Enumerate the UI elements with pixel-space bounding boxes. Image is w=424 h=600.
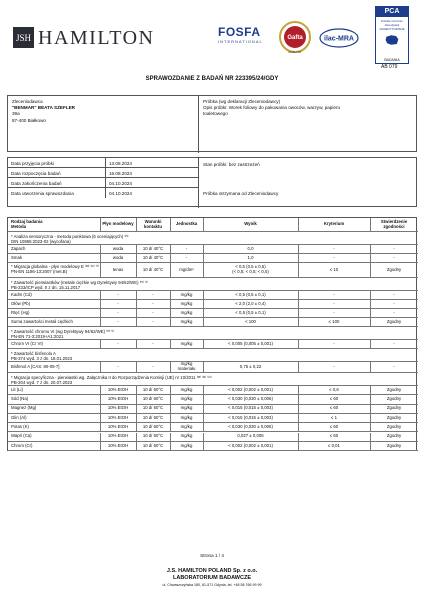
sample-state-block <box>198 158 418 208</box>
column-divider <box>136 245 137 253</box>
hamilton-logo-name: HAMILTON <box>38 27 155 49</box>
cell-fluid: woda <box>112 245 124 251</box>
column-divider <box>100 309 101 317</box>
cell-result: < 0,005 (0,005 ± 0,001) <box>228 340 273 346</box>
column-divider <box>298 309 299 317</box>
column-divider <box>203 318 204 326</box>
column-divider <box>100 263 101 277</box>
cell-result: < 0,015 (0,015 ± 0,003) <box>228 405 273 411</box>
cell-unit: mg/kg <box>180 442 193 448</box>
cell-conditions: 10 d/ 60°C <box>142 405 164 411</box>
cell-criterion: ≤ 60 <box>329 423 339 429</box>
column-divider <box>136 423 137 431</box>
cell-test: Smak <box>11 254 22 260</box>
column-divider <box>298 291 299 299</box>
date-label: Data przyjęcia próbki <box>11 160 54 166</box>
column-divider <box>170 263 171 277</box>
cell-test: Magnez (Mg) <box>11 405 37 411</box>
column-divider <box>136 291 137 299</box>
cell-fluid: tenax <box>112 266 124 272</box>
column-divider <box>203 263 204 277</box>
date-row <box>8 188 198 198</box>
table-section-row <box>8 349 418 362</box>
column-divider <box>136 218 137 231</box>
cell-result: < 0,5 (0,5 ± 0,1) <box>235 309 266 315</box>
column-divider <box>203 405 204 413</box>
dates-frame <box>7 157 417 207</box>
header-cell-unit: Jednostka <box>175 221 198 227</box>
cell-unit: mg/kg <box>180 433 193 439</box>
cell-test: Chrom VI (Cr VI) <box>11 340 43 346</box>
cell-result: < 0,5 (0,5 ± 0,5) (< 0,5; < 0,5; < 0,5) <box>232 264 269 274</box>
footer-address: ul. Chwaszczyńska 180, 81-571 Gdynia, tel. +48 58 766 99 99 <box>162 582 262 587</box>
cell-criterion: ≤ 0,01 <box>328 442 340 448</box>
column-divider <box>370 254 371 262</box>
sample-received: Próbka otrzymana od Zleceniodawcy <box>203 191 279 196</box>
cell-compliance: Zgodny <box>386 433 402 439</box>
column-divider <box>170 395 171 403</box>
fosfa-word: FOSFA <box>218 25 261 39</box>
table-row <box>8 300 418 309</box>
column-divider <box>370 405 371 413</box>
column-divider <box>170 405 171 413</box>
date-row <box>8 158 198 168</box>
column-divider <box>370 218 371 231</box>
date-value: 16.08.2024 <box>105 168 198 178</box>
client-city: 87-400 Białkowo <box>12 117 46 123</box>
cell-fluid: - <box>117 363 119 369</box>
cell-conditions: - <box>152 300 154 306</box>
cell-fluid: - <box>117 291 119 297</box>
cell-result: < 0,5 (0,5 ± 0,1) <box>235 291 266 297</box>
cell-compliance: Zgodny <box>386 396 402 402</box>
cell-result: 1,0 <box>247 254 254 260</box>
column-divider <box>298 263 299 277</box>
cell-criterion: - <box>333 309 335 315</box>
cell-criterion: - <box>333 340 335 346</box>
column-divider <box>298 318 299 326</box>
table-row <box>8 254 418 263</box>
column-divider <box>298 423 299 431</box>
table-row <box>8 263 418 278</box>
cell-conditions: - <box>152 318 154 324</box>
cell-conditions: - <box>152 363 154 369</box>
cell-criterion: ≤ 60 <box>329 433 339 439</box>
cell-unit: mg/kg materiału <box>177 361 196 371</box>
table-row <box>8 318 418 327</box>
section-title: * Migracja specyficzna - pierwiastki wg. Załącznika II do Rozporządzenia Komisji (UE) nr 10/2011 ⁽ᴹ⁾ ⁽ᴺ⁾ ⁽ᴼ⁾ PB-204 wyd. 7 z dn. 20.07.2023 <box>11 374 212 385</box>
table-section-row <box>8 327 418 340</box>
table-row <box>8 309 418 318</box>
cell-compliance: Zgodny <box>386 386 402 392</box>
column-divider <box>100 340 101 348</box>
table-row <box>8 395 418 404</box>
date-value: 13.08.2024 <box>105 158 198 168</box>
pca-sub: Polskie Centrum Akredytacji AKREDYTOWANE <box>379 19 405 31</box>
cell-unit: mg/kg <box>180 300 193 306</box>
header-cell-test: Rodzaj badania Metoda <box>11 218 43 229</box>
cell-compliance: Zgodny <box>386 442 402 448</box>
date-label: Data zakończenia badań <box>11 180 62 186</box>
column-divider <box>370 300 371 308</box>
column-divider <box>298 433 299 441</box>
cell-conditions: - <box>152 291 154 297</box>
column-divider <box>370 386 371 394</box>
cell-test: Chrom (Cr) <box>11 442 33 448</box>
column-divider <box>100 300 101 308</box>
table-row <box>8 433 418 442</box>
cell-conditions: 10 d/ 40°C <box>142 266 164 272</box>
column-divider <box>100 362 101 372</box>
column-divider <box>136 442 137 450</box>
column-divider <box>203 245 204 253</box>
cell-fluid: 10% EtOH <box>107 433 129 439</box>
column-divider <box>136 254 137 262</box>
column-divider <box>370 340 371 348</box>
cell-fluid: 10% EtOH <box>107 405 129 411</box>
column-divider <box>370 423 371 431</box>
gafta-seal-icon <box>278 20 312 54</box>
column-divider <box>170 423 171 431</box>
pca-word: PCA <box>376 7 408 17</box>
table-row <box>8 423 418 432</box>
cell-conditions: 10 d/ 60°C <box>142 396 164 402</box>
column-divider <box>170 442 171 450</box>
footer-company: J.S. HAMILTON POLAND Sp. z o.o. <box>166 568 258 574</box>
date-label: Data utworzenia sprawozdania <box>11 190 74 196</box>
cell-fluid: - <box>117 309 119 315</box>
cell-criterion: - <box>333 291 335 297</box>
column-divider <box>100 414 101 422</box>
pca-code: BADANIA <box>384 58 400 62</box>
column-divider <box>203 442 204 450</box>
footer-lab: LABORATORIUM BADAWCZE <box>172 575 251 581</box>
table-row <box>8 362 418 373</box>
column-divider <box>100 318 101 326</box>
cell-fluid: 10% EtOH <box>107 423 129 429</box>
column-divider <box>203 414 204 422</box>
table-row <box>8 245 418 254</box>
cell-test: Ołów (Pb) <box>11 300 31 306</box>
header-cell-fluid: Płyn modelowy <box>102 221 134 227</box>
cell-result: 0,027 ± 0,005 <box>237 433 264 439</box>
client-block <box>8 96 198 127</box>
sample-description: Opis próbki: Worek foliowy do pakowania owoców, warzyw, papieru <box>203 105 341 110</box>
column-divider <box>100 395 101 403</box>
column-divider <box>370 395 371 403</box>
column-divider <box>298 300 299 308</box>
sample-declaration: Próbka (wg deklaracji Zleceniodawcy) <box>203 99 281 104</box>
column-divider <box>136 318 137 326</box>
table-section-row <box>8 232 418 245</box>
cell-unit: mg/kg <box>180 386 193 392</box>
column-divider <box>298 442 299 450</box>
cell-compliance: - <box>393 245 395 251</box>
cell-result: < 0,030 (0,030 ± 0,006) <box>228 396 273 402</box>
pca-accreditation-badge <box>375 6 409 64</box>
header-cell-criterion: Kryterium <box>323 221 345 227</box>
cell-compliance: Zgodny <box>386 405 402 411</box>
cell-fluid: woda <box>112 254 124 260</box>
cell-compliance: - <box>393 363 395 369</box>
column-divider <box>136 433 137 441</box>
column-divider <box>203 433 204 441</box>
page-number: Strona 1 / 4 <box>200 553 224 558</box>
cell-result: < 100 <box>245 318 256 324</box>
column-divider <box>203 309 204 317</box>
column-divider <box>370 442 371 450</box>
column-divider <box>298 395 299 403</box>
cell-conditions: 10 d/ 60°C <box>142 423 164 429</box>
cell-fluid: 10% EtOH <box>107 386 129 392</box>
column-divider <box>370 433 371 441</box>
section-title: * Zawartość chromu VI (wg Dyrektywy 94/62/WE) ⁽ᴴ⁾ ⁽ᴵ⁾ PN-EN 71-3:2019+A1:2021 <box>11 328 115 339</box>
column-divider <box>170 309 171 317</box>
cell-fluid: 10% EtOH <box>107 396 129 402</box>
table-row <box>8 414 418 423</box>
header-cell-compliance: Stwierdzenie zgodności <box>380 218 408 229</box>
column-divider <box>136 414 137 422</box>
report-footer <box>0 568 424 587</box>
column-divider <box>136 300 137 308</box>
cell-conditions: 10 d/ 60°C <box>142 386 164 392</box>
cell-test: Lit (Li) <box>11 386 23 392</box>
cell-conditions: 10 d/ 40°C <box>142 254 164 260</box>
gafta-word: Gafta <box>287 35 303 41</box>
cell-test: Glin (Al) <box>11 414 27 420</box>
table-section-row <box>8 373 418 386</box>
table-header-row <box>8 218 418 232</box>
cell-compliance: Zgodny <box>386 266 402 272</box>
cell-test: Rtęć (Hg) <box>11 309 30 315</box>
column-divider <box>298 245 299 253</box>
date-label: Data rozpoczęcia badań <box>11 170 61 176</box>
ilac-word: ilac-MRA <box>324 35 354 43</box>
poland-map-icon <box>384 33 400 47</box>
column-divider <box>170 245 171 253</box>
cell-unit: mg/kg <box>180 318 193 324</box>
cell-fluid: 10% EtOH <box>107 414 129 420</box>
column-divider <box>136 263 137 277</box>
column-divider <box>170 318 171 326</box>
table-row <box>8 405 418 414</box>
cell-test: Suma zawartości metali ciężkich <box>11 318 73 324</box>
column-divider <box>203 340 204 348</box>
sample-description-cont: toaletowego <box>203 111 228 116</box>
column-divider <box>370 291 371 299</box>
column-divider <box>370 362 371 372</box>
cell-conditions: 10 d/ 60°C <box>142 442 164 448</box>
hamilton-logo-mark: JSH <box>13 27 34 48</box>
column-divider <box>298 405 299 413</box>
cell-result: 0,0 <box>247 245 254 251</box>
column-divider <box>298 386 299 394</box>
column-divider <box>203 254 204 262</box>
results-table <box>7 217 417 451</box>
column-divider <box>100 405 101 413</box>
ilac-mra-logo-icon <box>319 27 359 49</box>
column-divider <box>136 386 137 394</box>
column-divider <box>100 442 101 450</box>
column-divider <box>170 414 171 422</box>
column-divider <box>370 318 371 326</box>
column-divider <box>136 405 137 413</box>
report-header <box>0 0 424 72</box>
cell-compliance: - <box>393 300 395 306</box>
column-divider <box>370 263 371 277</box>
cell-result: < 0,002 (0,002 ± 0,001) <box>228 442 273 448</box>
column-divider <box>136 340 137 348</box>
cell-criterion: ≤ 60 <box>329 405 339 411</box>
cell-test: * Migracja globalna - płyn modelowy E ⁽ᴹ⁾ ⁽ᴰ⁾ ⁽ᶠ⁾ PN-EN 1186-13:2007 (met.B) <box>11 264 99 274</box>
cell-test: Bisfenol A [CAS: 80-05-7] <box>11 363 60 369</box>
column-divider <box>170 362 171 372</box>
column-divider <box>298 254 299 262</box>
cell-conditions: 10 d/ 40°C <box>142 245 164 251</box>
cell-result: < 0,030 (0,030 ± 0,006) <box>228 423 273 429</box>
column-divider <box>100 386 101 394</box>
cell-result: 0,75 ± 0,22 <box>239 363 262 369</box>
cell-unit: mg/kg <box>180 309 193 315</box>
header-cell-conditions: Warunki kontaktu <box>144 218 162 229</box>
cell-unit: mg/kg <box>180 396 193 402</box>
cell-test: Kadm (Cd) <box>11 291 32 297</box>
cell-unit: mg/kg <box>180 414 193 420</box>
cell-criterion: ≤ 10 <box>329 266 339 272</box>
cell-test: Wapń (Ca) <box>11 433 32 439</box>
column-divider <box>370 414 371 422</box>
column-divider <box>136 362 137 372</box>
client-name: "BENMAR" BEATA SZEFLER <box>12 105 75 111</box>
table-section-row <box>8 278 418 291</box>
client-label: Zleceniodawca <box>12 99 43 104</box>
fosfa-sub: INTERNATIONAL <box>218 39 263 44</box>
column-divider <box>136 309 137 317</box>
report-title: SPRAWOZDANIE Z BADAŃ NR 223395/24/GDY <box>145 76 279 82</box>
column-divider <box>170 218 171 231</box>
cell-result: < 2,0 (2,0 ± 0,4) <box>235 300 266 306</box>
table-row <box>8 442 418 451</box>
cell-compliance: - <box>393 291 395 297</box>
cell-test: Zapach <box>11 245 26 251</box>
column-divider <box>203 218 204 231</box>
column-divider <box>100 254 101 262</box>
cell-result: < 0,002 (0,002 ± 0,001) <box>228 386 273 392</box>
cell-test: Potas (K) <box>11 423 29 429</box>
column-divider <box>370 245 371 253</box>
client-sample-frame <box>7 95 417 152</box>
cell-unit: mg/kg <box>180 405 193 411</box>
column-divider <box>203 395 204 403</box>
cell-compliance: - <box>393 340 395 346</box>
column-divider <box>170 340 171 348</box>
cell-unit: - <box>185 254 188 260</box>
cell-unit: mg/kg <box>180 291 193 297</box>
cell-compliance: Zgodny <box>386 318 402 324</box>
cell-fluid: - <box>117 318 119 324</box>
gafta-sub: ANALYST <box>288 50 302 54</box>
column-divider <box>203 291 204 299</box>
cell-unit: mg/kg <box>180 423 193 429</box>
cell-conditions: - <box>152 340 154 346</box>
table-row <box>8 340 418 349</box>
cell-criterion: ≤ 0,6 <box>329 386 339 392</box>
cell-fluid: - <box>117 300 119 306</box>
cell-compliance: - <box>393 309 395 315</box>
column-divider <box>136 395 137 403</box>
header-cell-result: Wynik <box>244 221 257 227</box>
cell-unit: mg/kg <box>180 340 193 346</box>
column-divider <box>298 362 299 372</box>
table-row <box>8 386 418 395</box>
cell-result: < 0,015 (0,015 ± 0,003) <box>228 414 273 420</box>
column-divider <box>170 291 171 299</box>
accreditation-number: AB 079 <box>381 64 398 70</box>
cell-test: Sód (Na) <box>11 396 29 402</box>
column-divider <box>203 362 204 372</box>
fosfa-logo <box>218 25 274 53</box>
column-divider <box>100 423 101 431</box>
section-title: * Zawartość pierwiastków (metale ciężkie wg Dyrektywy 94/62/WE) ⁽ᴴ⁾ ⁽ᴵ⁾ PB-233/ICP wyd. II z dn. 15.11.2017 <box>11 279 148 290</box>
section-title: * Analiza sensoryczna - metoda punktowa (6 oceniających) ⁽ᴴ⁾ DIN 10955:2023-02 (wycofana) <box>11 233 129 244</box>
table-row <box>8 291 418 300</box>
date-value: 04.10.2024 <box>105 178 198 188</box>
sample-state: Stan próbki: bez zastrzeżeń <box>203 162 260 167</box>
cell-criterion: ≤ 1 <box>331 414 337 420</box>
cell-criterion: ≤ 100 <box>328 318 340 324</box>
column-divider <box>170 300 171 308</box>
cell-compliance: Zgodny <box>386 414 402 420</box>
column-divider <box>100 245 101 253</box>
cell-conditions: 10 d/ 60°C <box>142 414 164 420</box>
column-divider <box>203 386 204 394</box>
column-divider <box>100 433 101 441</box>
cell-conditions: 10 d/ 60°C <box>142 433 164 439</box>
column-divider <box>370 309 371 317</box>
cell-criterion: - <box>333 363 335 369</box>
cell-criterion: ≤ 60 <box>329 396 339 402</box>
column-divider <box>100 218 101 231</box>
column-divider <box>298 340 299 348</box>
column-divider <box>298 218 299 231</box>
cell-fluid: 10% EtOH <box>107 442 129 448</box>
column-divider <box>203 300 204 308</box>
column-divider <box>170 386 171 394</box>
column-divider <box>298 414 299 422</box>
column-divider <box>170 433 171 441</box>
client-street: 39a <box>12 111 20 117</box>
date-row <box>8 168 198 178</box>
cell-unit: - <box>185 245 188 251</box>
column-divider <box>203 423 204 431</box>
cell-criterion: - <box>333 254 335 260</box>
sample-block <box>198 96 418 153</box>
cell-fluid: - <box>117 340 119 346</box>
cell-criterion: - <box>333 300 335 306</box>
column-divider <box>170 254 171 262</box>
cell-unit: mg/dm² <box>179 266 194 272</box>
date-row <box>8 178 198 188</box>
section-title: * Zawartość bisfenolu A PB-374 wyd. 3 z dn. 18.01.2023 <box>11 350 73 361</box>
cell-criterion: - <box>333 245 335 251</box>
cell-compliance: - <box>393 254 395 260</box>
cell-compliance: Zgodny <box>386 423 402 429</box>
cell-conditions: - <box>152 309 154 315</box>
date-value: 04.10.2024 <box>105 188 198 198</box>
column-divider <box>100 291 101 299</box>
